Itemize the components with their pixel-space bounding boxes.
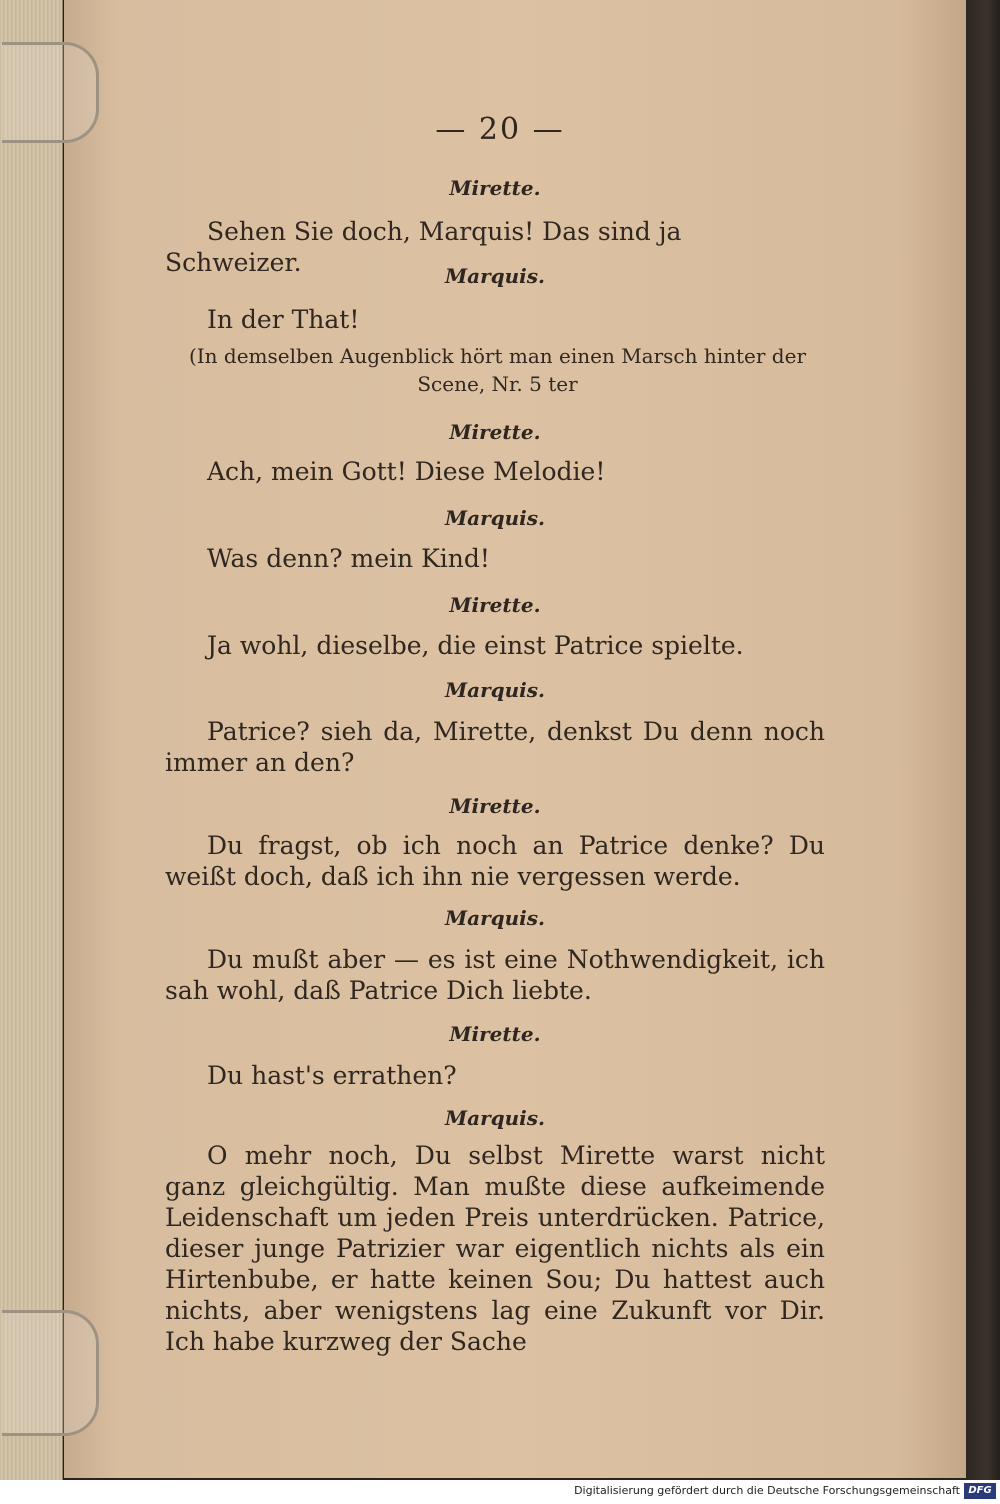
- speaker-name: Marquis.: [445, 264, 545, 288]
- speaker-name: Marquis.: [445, 1106, 545, 1130]
- dialogue-line: In der That!: [207, 305, 360, 334]
- dialogue-line: Ach, mein Gott! Diese Melodie!: [207, 457, 606, 486]
- stage-direction: (In demselben Augenblick hört man einen Marsch hinter der Scene, Nr. 5 ter: [188, 344, 807, 396]
- speaker-name: Mirette.: [449, 1022, 541, 1046]
- page-number: — 20 —: [435, 112, 565, 147]
- funding-credit: Digitalisierung gefördert durch die Deutsche Forschungsgemeinschaft: [574, 1484, 960, 1497]
- dfg-logo: DFG: [964, 1483, 996, 1499]
- dialogue-line: Du hast's errathen?: [207, 1061, 457, 1090]
- dialogue-line: Ja wohl, dieselbe, die einst Patrice spielte.: [207, 631, 744, 660]
- dialogue-line: Patrice? sieh da, Mirette, denkst Du denn noch immer an den?: [165, 717, 825, 777]
- speaker-name: Marquis.: [445, 506, 545, 530]
- speaker-name: Marquis.: [445, 906, 545, 930]
- speaker-name: Mirette.: [449, 794, 541, 818]
- dialogue-line: O mehr noch, Du selbst Mirette warst nicht ganz gleichgültig. Man mußte diese aufkeimende Leidenschaft um jeden Preis unterdrücken. Patrice, dieser junge Patrizier war eigentlich nichts als ein Hirtenbube, er hatte keinen Sou; Du hattest auch nichts, aber wenigstens lag eine Zukunft vor Dir. Ich habe kurzweg der Sache: [165, 1141, 825, 1356]
- speaker-name: Mirette.: [449, 593, 541, 617]
- page-stack-edge: [0, 0, 63, 1480]
- speaker-name: Marquis.: [445, 678, 545, 702]
- book-spine-edge: [966, 0, 1000, 1480]
- dialogue-line: Du fragst, ob ich noch an Patrice denke? Du weißt doch, daß ich ihn nie vergessen werde.: [165, 831, 825, 891]
- digitization-footer: [0, 1480, 1000, 1504]
- speaker-name: Mirette.: [449, 420, 541, 444]
- speaker-name: Mirette.: [449, 176, 541, 200]
- dialogue-line: Du mußt aber — es ist eine Nothwendigkeit, ich sah wohl, daß Patrice Dich liebte.: [165, 945, 825, 1005]
- dialogue-line: Sehen Sie doch, Marquis! Das sind ja Schweizer.: [165, 217, 682, 277]
- dialogue-line: Was denn? mein Kind!: [207, 544, 490, 573]
- scanner-clip-bottom: [2, 1310, 99, 1436]
